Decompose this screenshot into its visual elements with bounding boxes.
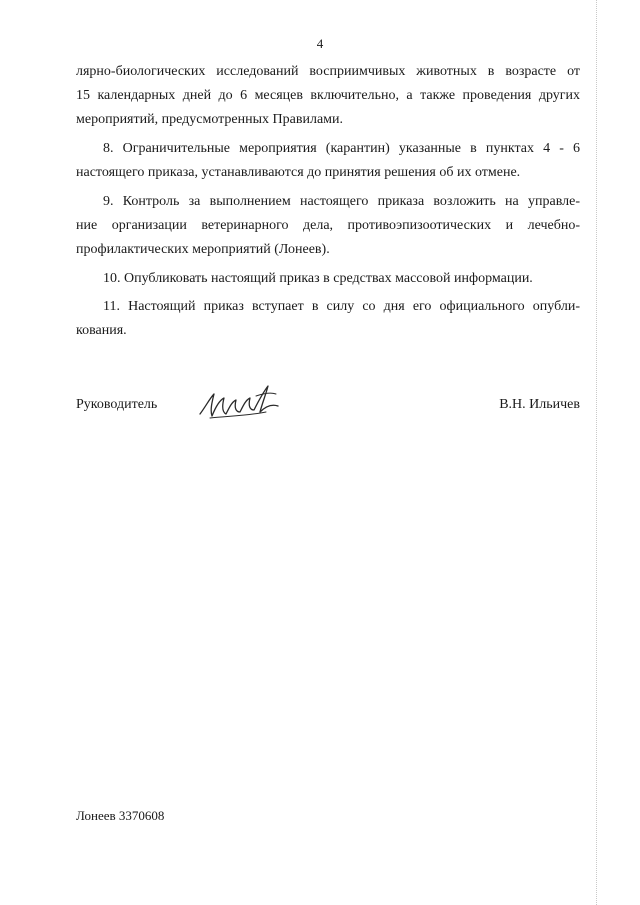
- paragraph-line: 10. Опубликовать настоящий приказ в средствах массовой информации.: [103, 271, 533, 286]
- paragraph-line: профилактических мероприятий (Лонеев).: [76, 242, 330, 257]
- paragraph-line: 11. Настоящий приказ вступает в силу со дня его официального опубли-: [103, 299, 580, 314]
- paragraph-line: ние организации ветеринарного дела, противоэпизоотических и лечебно-: [76, 218, 580, 233]
- paragraph-line: кования.: [76, 323, 127, 338]
- signer-name: В.Н. Ильичев: [499, 397, 580, 412]
- paragraph-line: настоящего приказа, устанавливаются до принятия решения об их отмене.: [76, 165, 521, 180]
- paragraph-line: 15 календарных дней до 6 месяцев включительно, а также проведения других: [76, 88, 580, 103]
- paragraph-line: мероприятий, предусмотренных Правилами.: [76, 112, 344, 127]
- paragraph-line: лярно-биологических исследований восприимчивых животных в возрасте от: [76, 64, 580, 79]
- paragraph-line: 8. Ограничительные мероприятия (карантин) указанные в пунктах 4 - 6: [103, 141, 580, 156]
- paragraph-line: 9. Контроль за выполнением настоящего приказа возложить на управле-: [103, 194, 580, 209]
- handwritten-signature: [196, 376, 286, 426]
- footer-executor-code: Лонеев 3370608: [76, 808, 165, 823]
- signer-title: Руководитель: [76, 397, 158, 412]
- page-edge-line: [596, 0, 598, 905]
- page-number: 4: [316, 36, 324, 51]
